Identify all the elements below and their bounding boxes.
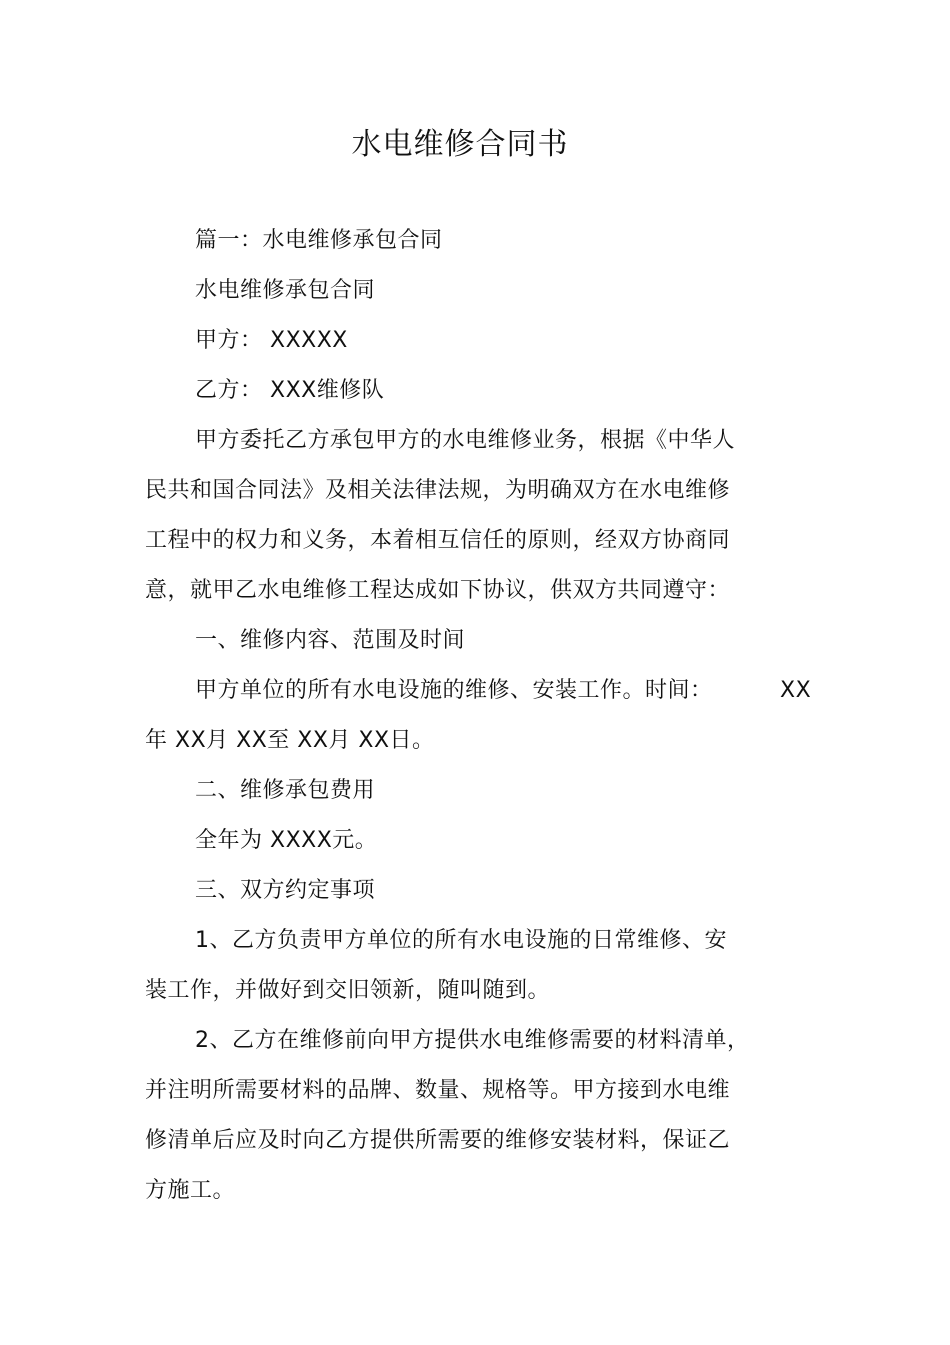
section-heading-scope: 一、维修内容、范围及时间 <box>195 628 466 653</box>
section-heading-terms: 三、双方约定事项 <box>195 878 376 903</box>
document-title: 水电维修合同书 <box>351 127 569 162</box>
year-placeholder: XX <box>780 678 812 703</box>
paragraph-line: 年 XX月 XX至 XX月 XX日。 <box>145 728 435 753</box>
section-heading-fee: 二、维修承包费用 <box>195 778 376 803</box>
paragraph-line: 民共和国合同法》及相关法律法规，为明确双方在水电维修 <box>145 478 731 503</box>
party-b-line: 乙方： XXX维修队 <box>195 378 385 403</box>
paragraph-line: 意，就甲乙水电维修工程达成如下协议，供双方共同遵守： <box>145 578 731 603</box>
paragraph-line: 修清单后应及时向乙方提供所需要的维修安装材料，保证乙 <box>145 1128 731 1153</box>
paragraph-line: 甲方委托乙方承包甲方的水电维修业务，根据《中华人 <box>195 428 736 453</box>
paragraph-line: 甲方单位的所有水电设施的维修、安装工作。时间： <box>195 678 713 703</box>
section-heading-part-one: 篇一：水电维修承包合同 <box>195 228 443 253</box>
paragraph-line: 工程中的权力和义务，本着相互信任的原则，经双方协商同 <box>145 528 731 553</box>
paragraph-line: 1、乙方负责甲方单位的所有水电设施的日常维修、安 <box>195 928 727 953</box>
party-a-line: 甲方： XXXXX <box>195 328 348 353</box>
paragraph-line: 全年为 XXXX元。 <box>195 828 378 853</box>
paragraph-line: 并注明所需要材料的品牌、数量、规格等。甲方接到水电维 <box>145 1078 731 1103</box>
paragraph-line: 方施工。 <box>145 1178 236 1203</box>
paragraph-line: 2、乙方在维修前向甲方提供水电维修需要的材料清单， <box>195 1028 750 1053</box>
contract-subtitle: 水电维修承包合同 <box>195 278 376 303</box>
paragraph-line: 装工作，并做好到交旧领新，随叫随到。 <box>145 978 551 1003</box>
